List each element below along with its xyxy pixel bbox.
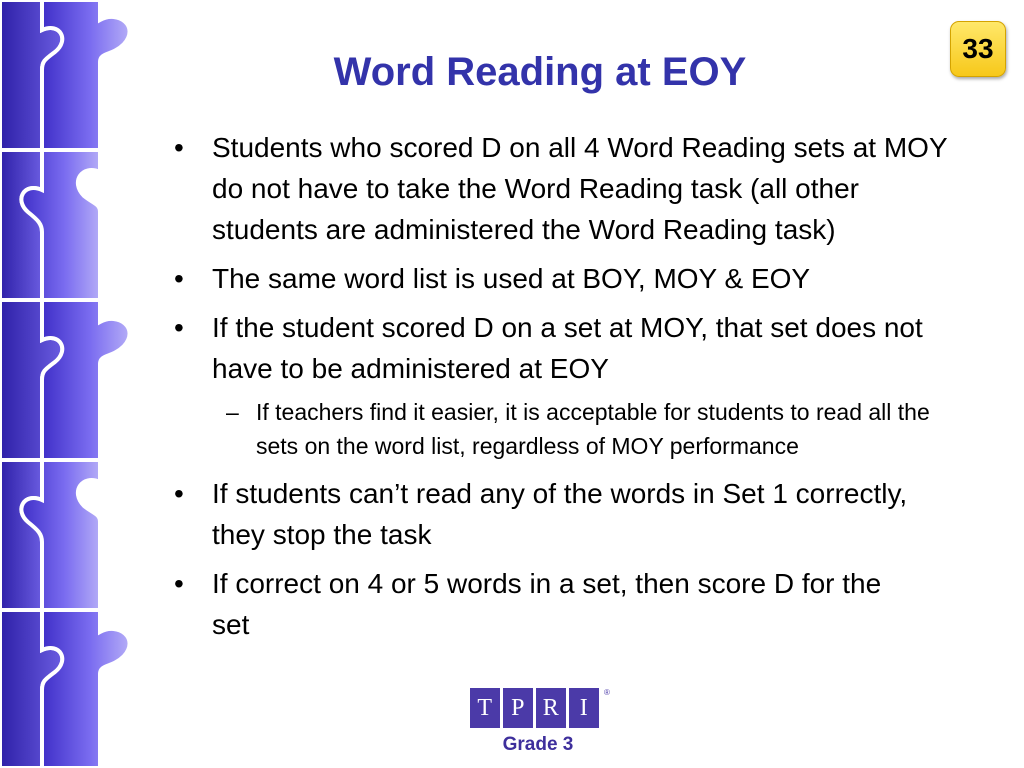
tpri-letter: R xyxy=(536,688,566,728)
bullet-marker: • xyxy=(174,312,184,343)
bullet-item xyxy=(170,127,970,250)
bullet-item xyxy=(170,258,970,299)
bullet-marker: • xyxy=(174,132,184,163)
tpri-letters xyxy=(470,688,602,728)
tpri-letter: I xyxy=(569,688,599,728)
bullet-text: If correct on 4 or 5 words in a set, then score D for the set xyxy=(212,568,882,640)
tpri-logo xyxy=(470,688,612,760)
tpri-letter: P xyxy=(503,688,533,728)
sub-bullet-text: If teachers find it easier, it is acceptable for students to read all the sets on the word list, regardless of MOY performance xyxy=(256,399,930,459)
bullet-item xyxy=(170,563,970,645)
bullet-text: Students who scored D on all 4 Word Reading sets at MOY do not have to take the Word Reading task (all other students are administered the Word Reading task) xyxy=(212,132,948,245)
puzzle-border-decoration xyxy=(0,0,160,768)
bullet-item xyxy=(170,473,970,555)
bullet-marker: • xyxy=(174,263,184,294)
bullet-text: If the student scored D on a set at MOY, that set does not have to be administered at EOY xyxy=(212,312,923,384)
slide-title: Word Reading at EOY xyxy=(333,50,747,94)
registered-mark: ® xyxy=(604,688,610,697)
page-number-badge: 33 xyxy=(950,21,1006,77)
bullet-marker: • xyxy=(174,478,184,509)
bullet-text: If students can’t read any of the words in Set 1 correctly, they stop the task xyxy=(212,478,908,550)
sub-bullet-marker: – xyxy=(226,399,239,425)
sub-bullet-item xyxy=(170,395,970,463)
grade-label: Grade 3 xyxy=(502,734,574,755)
bullet-list xyxy=(170,127,970,653)
bullet-item xyxy=(170,307,970,389)
tpri-letter: T xyxy=(470,688,500,728)
bullet-marker: • xyxy=(174,568,184,599)
bullet-text: The same word list is used at BOY, MOY & EOY xyxy=(212,263,811,294)
